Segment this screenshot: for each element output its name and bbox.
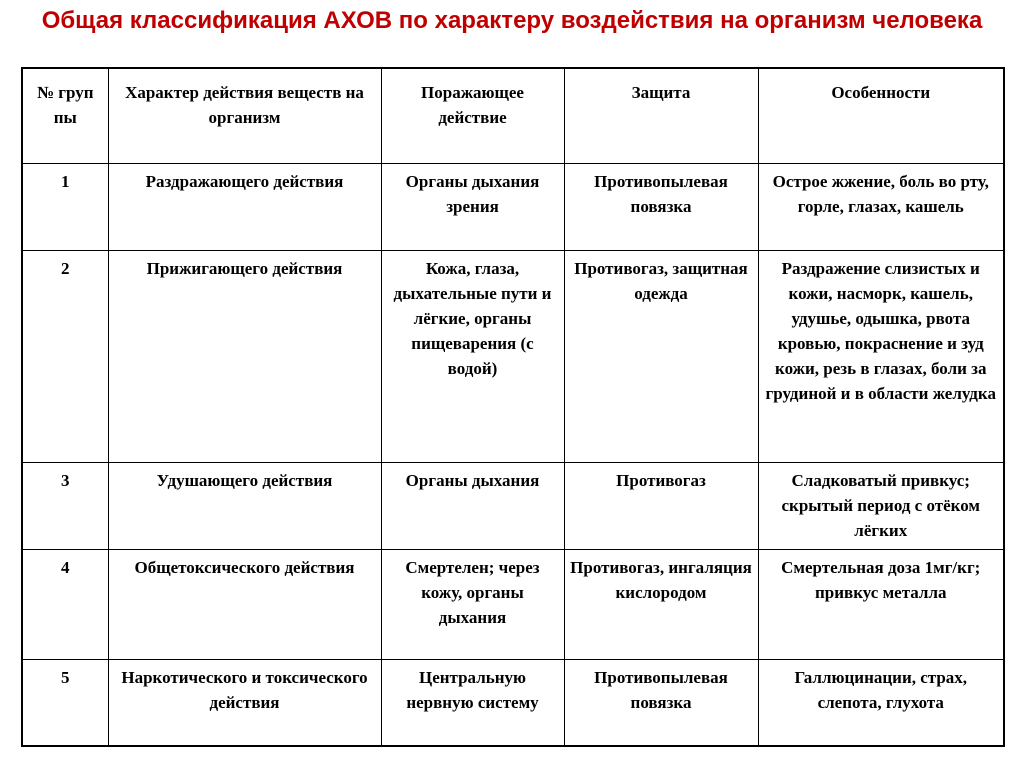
cell-character: Раздражающего действия	[108, 163, 381, 250]
page-title: Общая классификация АХОВ по характеру воздействия на организм человека	[41, 7, 983, 34]
cell-protection: Противопылевая повязка	[564, 163, 758, 250]
cell-group-number: 1	[22, 163, 108, 250]
cell-protection: Противогаз, ингаляция кислородом	[564, 549, 758, 659]
cell-protection: Противогаз	[564, 462, 758, 549]
table-row	[22, 163, 1004, 250]
cell-protection: Противогаз, защитная одежда	[564, 250, 758, 462]
cell-features: Раздражение слизистых и кожи, насморк, кашель, удушье, одышка, рвота кровью, покраснение и зуд кожи, резь в глазах, боли за грудиной и в области желудка	[758, 250, 1004, 462]
cell-character: Прижигающего действия	[108, 250, 381, 462]
cell-features: Сладковатый привкус; скрытый период с отёком лёгких	[758, 462, 1004, 549]
header-features: Особенности	[758, 68, 1004, 163]
table-row	[22, 462, 1004, 549]
cell-group-number: 5	[22, 659, 108, 746]
cell-damage: Органы дыхания зрения	[381, 163, 564, 250]
header-group-number: № груп пы	[22, 68, 108, 163]
cell-character: Удушающего действия	[108, 462, 381, 549]
cell-group-number: 4	[22, 549, 108, 659]
table-row	[22, 549, 1004, 659]
cell-features: Галлюцинации, страх, слепота, глухота	[758, 659, 1004, 746]
header-damage: Поражающее действие	[381, 68, 564, 163]
classification-table	[21, 67, 1005, 747]
table-row	[22, 659, 1004, 746]
cell-damage: Органы дыхания	[381, 462, 564, 549]
cell-damage: Смертелен; через кожу, органы дыхания	[381, 549, 564, 659]
cell-group-number: 3	[22, 462, 108, 549]
cell-features: Острое жжение, боль во рту, горле, глазах, кашель	[758, 163, 1004, 250]
cell-damage: Центральную нервную систему	[381, 659, 564, 746]
header-protection: Защита	[564, 68, 758, 163]
cell-character: Общетоксического действия	[108, 549, 381, 659]
table-header-row	[22, 68, 1004, 163]
cell-group-number: 2	[22, 250, 108, 462]
header-character: Характер действия веществ на организм	[108, 68, 381, 163]
cell-features: Смертельная доза 1мг/кг; привкус металла	[758, 549, 1004, 659]
cell-character: Наркотического и токсического действия	[108, 659, 381, 746]
cell-damage: Кожа, глаза, дыхательные пути и лёгкие, органы пищеварения (с водой)	[381, 250, 564, 462]
cell-protection: Противопылевая повязка	[564, 659, 758, 746]
table-row	[22, 250, 1004, 462]
